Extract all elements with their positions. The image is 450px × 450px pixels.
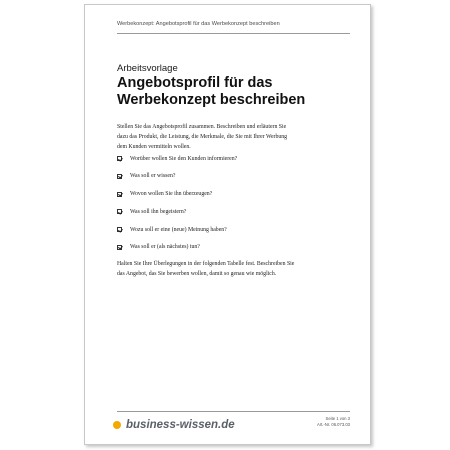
checklist-item xyxy=(117,173,237,180)
instruction-line: das Angebot, das Sie bewerben wollen, damit so genau wie möglich. xyxy=(117,271,277,278)
document-kicker: Arbeitsvorlage xyxy=(117,63,178,74)
checklist-item xyxy=(117,244,237,251)
title-line-1: Angebotsprofil für das xyxy=(117,75,273,91)
instruction-paragraph xyxy=(117,259,342,279)
logo-text: business-wissen.de xyxy=(126,419,235,431)
publisher-logo[interactable] xyxy=(113,419,235,431)
checklist-item-text: Worüber wollen Sie den Kunden informieren? xyxy=(130,155,238,162)
orange-dot-icon xyxy=(113,421,121,429)
instruction-line: Halten Sie Ihre Überlegungen in der folgenden Tabelle fest. Beschreiben Sie xyxy=(117,261,295,267)
title-line-2: Werbekonzept beschreiben xyxy=(117,92,306,108)
checklist-item-text: Was soll er (als nächstes) tun? xyxy=(130,244,200,251)
checklist-item xyxy=(117,191,237,198)
checked-box-icon xyxy=(117,174,122,179)
checked-box-icon xyxy=(117,227,122,232)
checklist-item xyxy=(117,208,237,215)
intro-line: dem Kunden vermitteln wollen. xyxy=(117,144,191,151)
question-checklist xyxy=(117,155,237,262)
article-number: Art.-Nr. 06.073.03 xyxy=(316,422,350,427)
checklist-item-text: Wovon wollen Sie ihn überzeugen? xyxy=(130,191,213,198)
document-title xyxy=(117,75,367,109)
intro-paragraph xyxy=(117,122,342,153)
checklist-item xyxy=(117,155,237,162)
footer-divider xyxy=(117,411,350,412)
checklist-item xyxy=(117,226,237,233)
intro-line: dazu das Produkt, die Leistung, die Merkmale, die Sie mit Ihrer Werbung xyxy=(117,134,288,141)
document-page xyxy=(84,4,371,445)
intro-line: Stellen Sie das Angebotsprofil zusammen. Beschreiben und erläutern Sie xyxy=(117,124,287,130)
running-header: Werbekonzept: Angebotsprofil für das Werbekonzept beschreiben xyxy=(117,21,280,27)
checklist-item-text: Was soll ihn begeistern? xyxy=(130,208,187,215)
page-meta xyxy=(317,416,350,428)
checked-box-icon xyxy=(117,156,122,161)
page-number: Seite 1 von 3 xyxy=(325,416,350,421)
checked-box-icon xyxy=(117,192,122,197)
header-divider xyxy=(117,33,350,34)
checked-box-icon xyxy=(117,245,122,250)
checklist-item-text: Wozu soll er eine (neue) Meinung haben? xyxy=(130,226,227,233)
checklist-item-text: Was soll er wissen? xyxy=(130,173,176,180)
checked-box-icon xyxy=(117,209,122,214)
